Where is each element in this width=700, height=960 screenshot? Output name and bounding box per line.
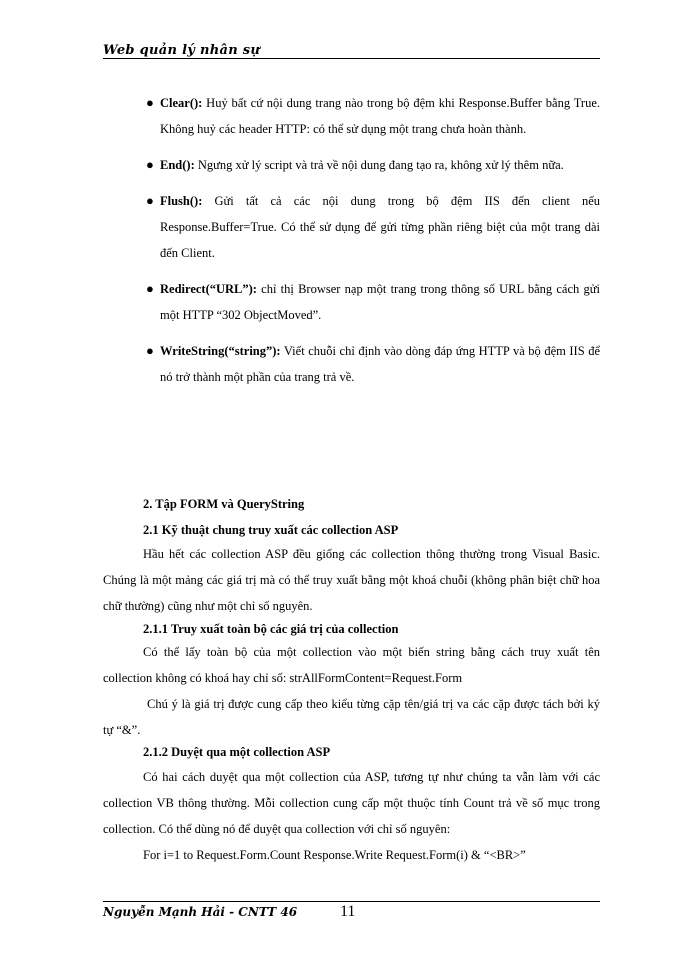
footer-author: Nguyễn Mạnh Hải - CNTT 46 (103, 905, 298, 919)
method-description: Gửi tất cả các nội dung trong bộ đệm IIS đến client nếu Response.Buffer=True. Có thể sử dụng để gửi từng phần riêng biệt của một trang dài đến Client. (160, 194, 600, 260)
section-2-1-heading: 2.1 Kỹ thuật chung truy xuất các collection ASP (143, 523, 399, 537)
list-item-writestring (146, 338, 600, 390)
section-2-1-2-paragraph: Có hai cách duyệt qua một collection của ASP, tương tự như chúng ta vẫn làm với các collection VB thông thường. Mỗi collection cung cấp một thuộc tính Count trả về số mục trong collection. Có thể dùng nó để duyệt qua collection với chỉ số nguyên: (103, 770, 600, 836)
bullet-icon: ● (146, 281, 154, 296)
list-item-end (146, 152, 600, 178)
section-2-1-paragraph: Hầu hết các collection ASP đều giống các collection thông thường trong Visual Basic. Chúng là một mảng các giá trị mà có thể truy xuất bằng một khoá chuỗi (không phân biệt chữ hoa chữ thường) cũng như một chỉ số nguyên. (103, 547, 600, 613)
method-term: Flush(): (160, 194, 203, 208)
method-term: WriteString(“string”): (160, 344, 281, 358)
section-2-1-2-heading: 2.1.2 Duyệt qua một collection ASP (143, 745, 331, 759)
running-header-title: Web quản lý nhân sự (103, 43, 261, 58)
bullet-icon: ● (146, 343, 154, 358)
method-term: End(): (160, 158, 195, 172)
section-2-1-1-paragraph: Có thể lấy toàn bộ của một collection vào một biến string bằng cách truy xuất tên collection không có khoá hay chỉ số: strAllFormContent=Request.Form (103, 645, 600, 685)
method-description: Ngưng xử lý script và trả về nội dung đang tạo ra, không xử lý thêm nữa. (194, 158, 564, 172)
method-description: Huỷ bất cứ nội dung trang nào trong bộ đệm khi Response.Buffer bằng True. Không huỷ các header HTTP: có thể sử dụng một trang chưa hoàn thành. (160, 96, 600, 136)
method-description: chỉ thị Browser nạp một trang trong thông số URL bằng cách gửi một HTTP “302 ObjectMoved”. (160, 282, 600, 322)
footer-divider (103, 901, 600, 902)
section-2-1-1-heading: 2.1.1 Truy xuất toàn bộ các giá trị của collection (143, 622, 399, 636)
bullet-icon: ● (146, 95, 154, 110)
bullet-icon: ● (146, 193, 154, 208)
section-2-1-1-note: Chú ý là giá trị được cung cấp theo kiểu từng cặp tên/giá trị va các cặp được tách bởi ký tự “&”. (103, 697, 600, 737)
list-item-flush (146, 188, 600, 266)
section-2-heading: 2. Tập FORM và QueryString (143, 497, 305, 511)
method-term: Clear(): (160, 96, 203, 110)
response-methods-list (146, 90, 600, 400)
bullet-icon: ● (146, 157, 154, 172)
header-divider (103, 58, 600, 59)
code-example: For i=1 to Request.Form.Count Response.Write Request.Form(i) & “<BR>” (143, 848, 526, 862)
page-number: 11 (340, 903, 356, 920)
list-item-redirect (146, 276, 600, 328)
method-term: Redirect(“URL”): (160, 282, 257, 296)
list-item-clear (146, 90, 600, 142)
method-description: Viết chuỗi chỉ định vào dòng đáp ứng HTTP và bộ đệm IIS để nó trở thành một phần của trang trả về. (160, 344, 600, 384)
